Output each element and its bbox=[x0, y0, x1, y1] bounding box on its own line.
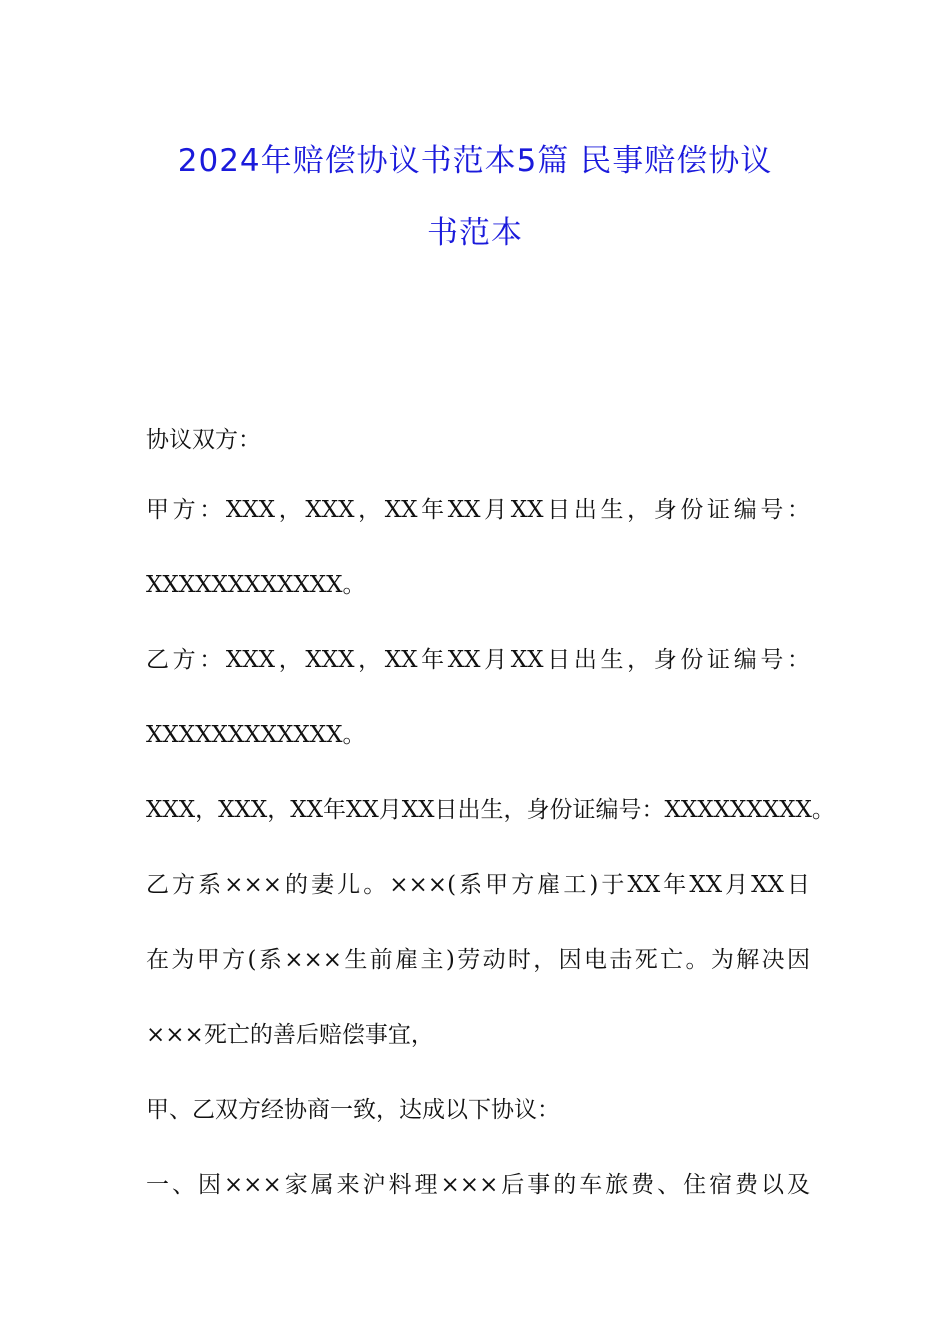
paragraph-background-2: 在为甲方(系×××生前雇主)劳动时，因电击死亡。为解决因 bbox=[146, 947, 810, 973]
document-title-line-1: 2024年赔偿协议书范本5篇 民事赔偿协议 bbox=[177, 143, 773, 179]
paragraph-clause-1: 一、因×××家属来沪料理×××后事的车旅费、住宿费以及 bbox=[146, 1172, 810, 1198]
paragraph-party-a-id: XXXXXXXXXXXX。 bbox=[146, 572, 366, 598]
paragraph-party-b-id: XXXXXXXXXXXX。 bbox=[146, 722, 366, 748]
paragraph-party-b: 乙方：XXX，XXX，XX年XX月XX日出生，身份证编号： bbox=[146, 647, 810, 673]
paragraph-party-b-member: XXX，XXX，XX年XX月XX日出生，身份证编号：XXXXXXXXX。 bbox=[146, 797, 835, 823]
paragraph-background-1: 乙方系×××的妻儿。×××(系甲方雇工)于XX年XX月XX日 bbox=[146, 872, 810, 898]
paragraph-background-3: ×××死亡的善后赔偿事宜， bbox=[146, 1022, 434, 1048]
paragraph-party-a: 甲方：XXX，XXX，XX年XX月XX日出生，身份证编号： bbox=[146, 497, 810, 523]
document-title-line-2: 书范本 bbox=[427, 215, 523, 251]
paragraph-agreement-intro: 甲、乙双方经协商一致，达成以下协议： bbox=[146, 1097, 560, 1123]
paragraph-parties-heading: 协议双方： bbox=[146, 427, 261, 453]
